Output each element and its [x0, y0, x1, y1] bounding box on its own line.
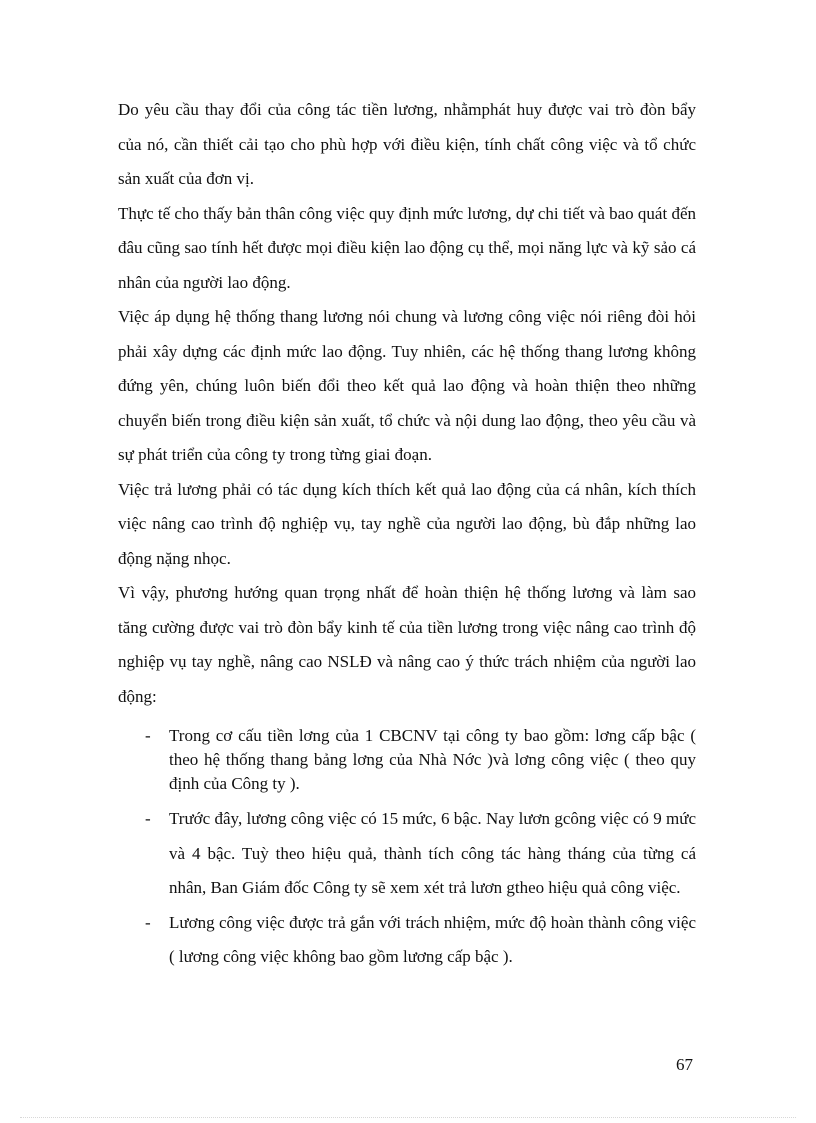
list-item — [118, 724, 696, 796]
page-bottom-divider — [20, 1117, 796, 1118]
bullet-marker: - — [145, 809, 151, 828]
list-item-text: Trong cơ cấu tiền lơng của 1 CBCNV tại công ty bao gồm: lơng cấp bậc ( theo hệ thống thang bảng lơng của Nhà Nớc )và lơng công việc ( theo quy định của Công ty ). — [169, 726, 696, 793]
list-item-text: Trước đây, lương công việc có 15 mức, 6 bậc. Nay lươn gcông việc có 9 mức và 4 bậc. Tuỳ theo hiệu quả, thành tích công tác hàng tháng của từng cá nhân, Ban Giám đốc Công ty sẽ xem xét trả lươn gtheo hiệu quả công việc. — [169, 809, 696, 897]
list-item-text: Lương công việc được trả gắn với trách nhiệm, mức độ hoàn thành công việc ( lương công việc không bao gồm lương cấp bậc ). — [169, 912, 696, 966]
bullet-marker: - — [145, 726, 151, 745]
page-number: 67 — [676, 1055, 693, 1074]
list-item — [118, 906, 696, 975]
paragraph-3: Việc áp dụng hệ thống thang lương nói chung và lương công việc nói riêng đòi hỏi phải xây dựng các định mức lao động. Tuy nhiên, các hệ thống thang lương không đứng yên, chúng luôn biến đổi theo kết quả lao động và hoàn thiện theo những chuyển biến trong điều kiện sản xuất, tổ chức và nội dung lao động, theo yêu cầu và sự phát triển của công ty trong từng giai đoạn. — [118, 307, 696, 464]
document-body — [118, 93, 696, 975]
bullet-list — [118, 724, 696, 975]
list-item — [118, 802, 696, 906]
paragraph-2: Thực tế cho thấy bản thân công việc quy định mức lương, dự chi tiết và bao quát đến đâu cũng sao tính hết được mọi điều kiện lao động cụ thể, mọi năng lực và kỹ sảo cá nhân của người lao động. — [118, 203, 696, 292]
bullet-marker: - — [145, 912, 151, 932]
paragraph-5: Vì vậy, phương hướng quan trọng nhất để hoàn thiện hệ thống lương và làm sao tăng cường được vai trò đòn bẩy kinh tế của tiền lương trong việc nâng cao trình độ nghiệp vụ tay nghề, nâng cao NSLĐ và nâng cao ý thức trách nhiệm của người lao động: — [118, 583, 696, 706]
paragraph-1: Do yêu cầu thay đổi của công tác tiền lương, nhằmphát huy được vai trò đòn bẩy của nó, cần thiết cải tạo cho phù hợp với điều kiện, tính chất công việc và tổ chức sản xuất của đơn vị. — [118, 100, 696, 188]
paragraph-4: Việc trả lương phải có tác dụng kích thích kết quả lao động của cá nhân, kích thích việc nâng cao trình độ nghiệp vụ, tay nghề của người lao động, bù đắp những lao động nặng nhọc. — [118, 479, 696, 568]
